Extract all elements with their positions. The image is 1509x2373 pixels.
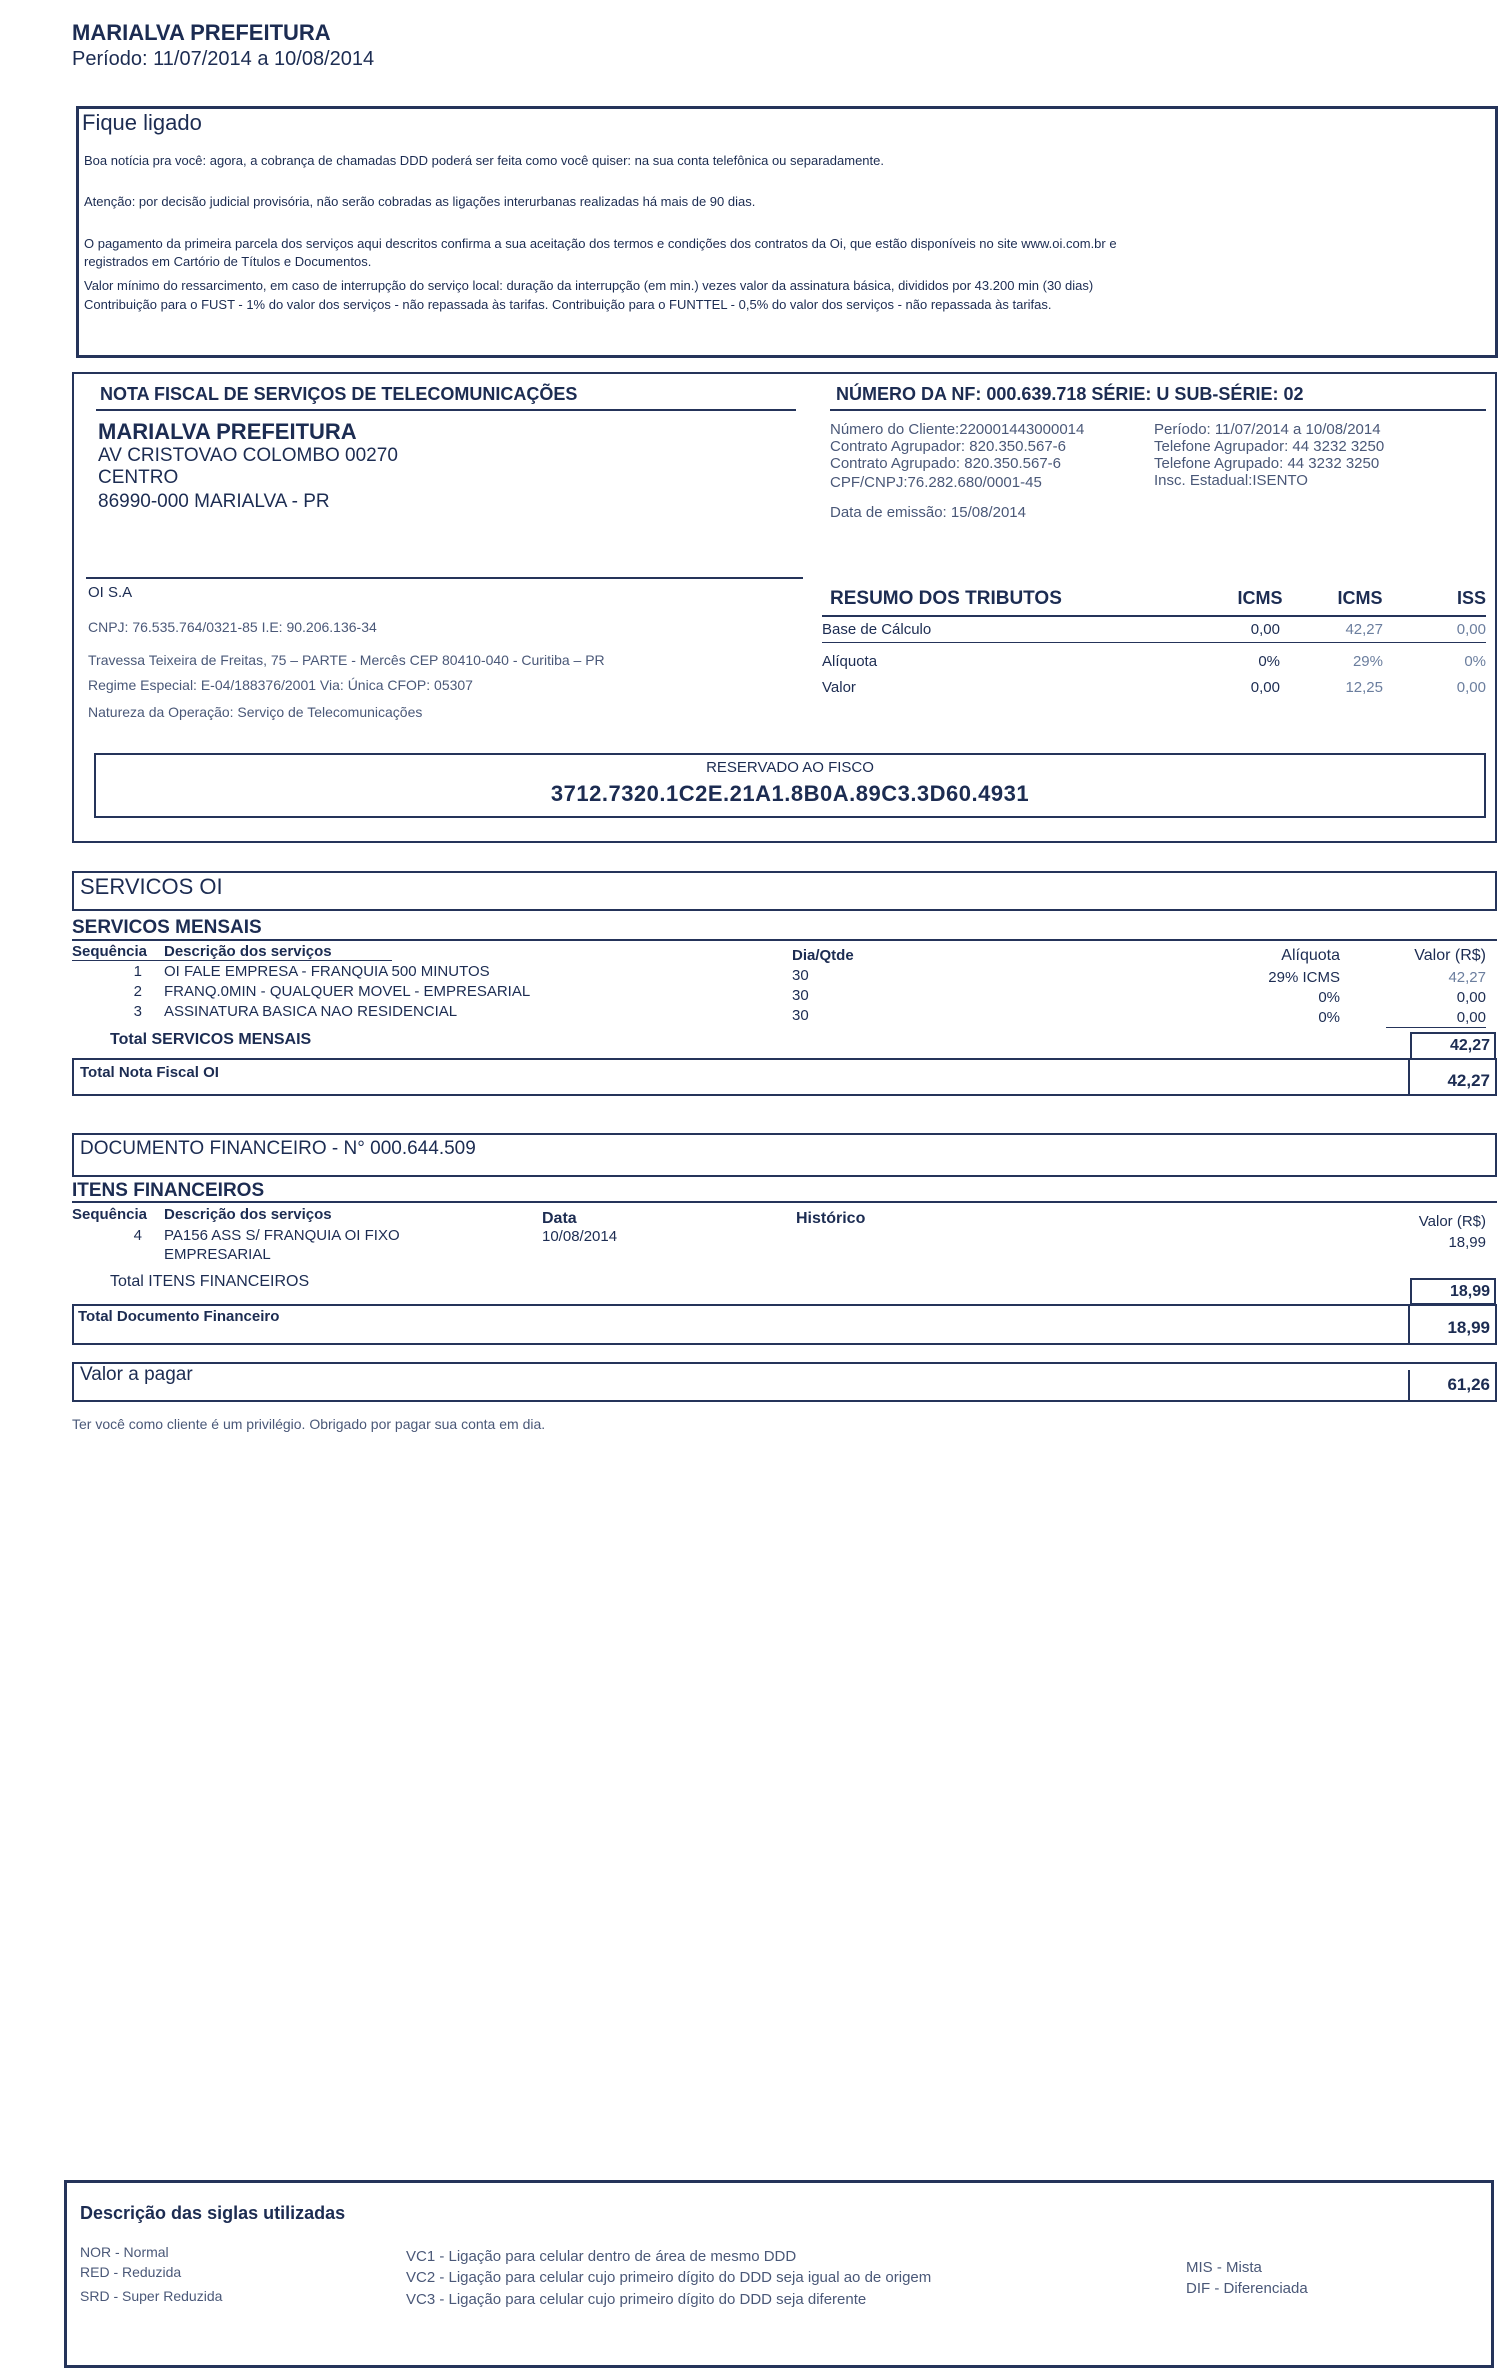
thanks-message: Ter você como cliente é um privilégio. Obrigado por pagar sua conta em dia.: [72, 1416, 546, 1432]
acronyms-title: Descrição das siglas utilizadas: [80, 2203, 346, 2223]
nf-total-box: [72, 1058, 1497, 1096]
nf-total-value: 42,27: [1447, 1071, 1490, 1090]
tax-value: 0%: [1258, 653, 1280, 670]
doc-total-value: 18,99: [1447, 1318, 1490, 1337]
notice-line: Boa notícia pra você: agora, a cobrança de chamadas DDD poderá ser feita como você quiser: na sua conta telefônica ou separadamente.: [84, 153, 884, 168]
row-desc: FRANQ.0MIN - QUALQUER MOVEL - EMPRESARIAL: [164, 983, 531, 1000]
col-date: Data: [542, 1210, 577, 1227]
amount-due-label: Valor a pagar: [80, 1364, 193, 1385]
col-day-qty: Dia/Qtde: [792, 947, 854, 964]
divider: [72, 960, 392, 961]
tax-value: 0,00: [1456, 621, 1486, 638]
tax-col-iss: ISS: [1456, 588, 1486, 608]
divider: [822, 642, 1486, 643]
fisco-code: 3712.7320.1C2E.21A1.8B0A.89C3.3D60.4931: [550, 781, 1030, 806]
services-total-label: Total SERVICOS MENSAIS: [110, 1031, 312, 1048]
acronym-item: VC2 - Ligação para celular cujo primeiro dígito do DDD seja igual ao de origem: [406, 2269, 932, 2286]
acronym-item: RED - Reduzida: [80, 2264, 182, 2280]
row-valor: 0,00: [1456, 1009, 1486, 1026]
acronym-item: MIS - Mista: [1186, 2259, 1262, 2276]
tax-row-label: Alíquota: [822, 653, 878, 670]
doc-total-box: [72, 1304, 1497, 1345]
acronym-item: SRD - Super Reduzida: [80, 2288, 223, 2304]
amount-due-value: 61,26: [1447, 1375, 1490, 1394]
finance-subtitle: ITENS FINANCEIROS: [72, 1180, 265, 1201]
finance-total-label: Total ITENS FINANCEIROS: [110, 1273, 310, 1290]
contract-grouped: Contrato Agrupado: 820.350.567-6: [830, 455, 1062, 472]
fisco-label: RESERVADO AO FISCO: [706, 759, 874, 776]
invoice-number: NÚMERO DA NF: 000.639.718 SÉRIE: U SUB-SÉRIE: 02: [836, 384, 1304, 404]
tax-col-icms: ICMS: [1237, 588, 1283, 608]
col-aliquota: Alíquota: [1281, 947, 1340, 964]
row-valor: 18,99: [1448, 1234, 1486, 1251]
doc-total-label: Total Documento Financeiro: [78, 1308, 280, 1325]
row-desc: OI FALE EMPRESA - FRANQUIA 500 MINUTOS: [164, 963, 490, 980]
row-aliq: 0%: [1318, 1009, 1340, 1026]
amount-due-box: [72, 1362, 1497, 1402]
customer-title: MARIALVA PREFEITURA: [72, 20, 331, 45]
emission-date: Data de emissão: 15/08/2014: [830, 504, 1026, 521]
notice-line: registrados em Cartório de Títulos e Documentos.: [84, 254, 372, 269]
phone-grouper: Telefone Agrupador: 44 3232 3250: [1154, 438, 1385, 455]
row-desc: ASSINATURA BASICA NAO RESIDENCIAL: [164, 1003, 458, 1020]
acronym-item: VC3 - Ligação para celular cujo primeiro dígito do DDD seja diferente: [406, 2291, 867, 2308]
tax-value: 0,00: [1250, 679, 1280, 696]
row-seq: 2: [133, 983, 142, 1000]
acronym-item: VC1 - Ligação para celular dentro de área de mesmo DDD: [406, 2248, 797, 2265]
notice-title: Fique ligado: [82, 110, 202, 135]
tax-value: 42,27: [1345, 621, 1383, 638]
issuer-cnpj: CNPJ: 76.535.764/0321-85 I.E: 90.206.136-34: [88, 619, 377, 635]
row-desc: EMPRESARIAL: [164, 1246, 271, 1263]
services-section-box: [72, 871, 1497, 911]
notice-line: Atenção: por decisão judicial provisória, não serão cobradas as ligações interurbanas realizadas há mais de 90 dias.: [84, 194, 756, 209]
billing-period: Período: 11/07/2014 a 10/08/2014: [72, 48, 375, 70]
col-description: Descrição dos serviços: [164, 1206, 332, 1223]
notice-line: Contribuição para o FUST - 1% do valor dos serviços - não repassada às tarifas. Contribuição para o FUNTTEL - 0,5% do valor dos serviços - não repassada às tarifas.: [84, 297, 1052, 312]
row-aliq: 0%: [1318, 989, 1340, 1006]
issuer-nature: Natureza da Operação: Serviço de Telecomunicações: [88, 704, 423, 720]
row-seq: 4: [133, 1227, 142, 1244]
col-valor: Valor (R$): [1414, 947, 1486, 964]
tax-value: 0%: [1464, 653, 1486, 670]
col-sequence: Sequência: [72, 1206, 148, 1223]
customer-district: CENTRO: [98, 467, 179, 488]
divider: [72, 1201, 1497, 1203]
contract-grouper: Contrato Agrupador: 820.350.567-6: [830, 438, 1067, 455]
row-date: 10/08/2014: [542, 1228, 618, 1245]
divider: [72, 939, 1497, 941]
row-seq: 1: [133, 963, 142, 980]
divider: [830, 409, 1486, 411]
notice-line: Valor mínimo do ressarcimento, em caso de interrupção do serviço local: duração da interrupção (em min.) vezes valor da assinatura básica, divididos por 43.200 min (30 dias): [84, 278, 1094, 293]
notice-line: O pagamento da primeira parcela dos serviços aqui descritos confirma a sua aceitação dos termos e condições dos contratos da Oi, que estão disponíveis no site www.oi.com.br e: [84, 236, 1117, 251]
services-section-title: SERVICOS OI: [80, 874, 223, 899]
customer-city: 86990-000 MARIALVA - PR: [98, 491, 330, 512]
row-valor: 0,00: [1456, 989, 1486, 1006]
col-sequence: Sequência: [72, 943, 148, 960]
issuer-address: Travessa Teixeira de Freitas, 75 – PARTE - Mercês CEP 80410-040 - Curitiba – PR: [88, 652, 605, 668]
col-valor: Valor (R$): [1418, 1213, 1486, 1230]
customer-name: MARIALVA PREFEITURA: [98, 419, 357, 444]
row-qty: 30: [792, 987, 809, 1004]
tax-row-label: Valor: [822, 679, 856, 696]
divider: [1386, 1027, 1486, 1028]
finance-total-value: 18,99: [1449, 1283, 1490, 1300]
divider: [86, 577, 803, 579]
state-registration: Insc. Estadual:ISENTO: [1154, 472, 1308, 489]
tax-summary-title: RESUMO DOS TRIBUTOS: [830, 588, 1062, 609]
row-qty: 30: [792, 1007, 809, 1024]
customer-address: AV CRISTOVAO COLOMBO 00270: [98, 445, 398, 466]
tax-value: 0,00: [1456, 679, 1486, 696]
tax-value: 0,00: [1250, 621, 1280, 638]
row-valor: 42,27: [1448, 969, 1486, 986]
row-aliq: 29% ICMS: [1268, 969, 1340, 986]
nf-total-label: Total Nota Fiscal OI: [80, 1064, 219, 1081]
acronym-item: NOR - Normal: [80, 2244, 169, 2260]
tax-value: 29%: [1352, 653, 1383, 670]
cpf-cnpj: CPF/CNPJ:76.282.680/0001-45: [830, 474, 1042, 491]
col-description: Descrição dos serviços: [164, 943, 332, 960]
tax-col-icms: ICMS: [1337, 588, 1383, 608]
col-history: Histórico: [796, 1210, 866, 1227]
row-desc: PA156 ASS S/ FRANQUIA OI FIXO: [164, 1227, 400, 1244]
notice-box: [76, 106, 1498, 358]
row-seq: 3: [133, 1003, 142, 1020]
invoice-heading: NOTA FISCAL DE SERVIÇOS DE TELECOMUNICAÇÕES: [100, 384, 578, 404]
row-qty: 30: [792, 967, 809, 984]
tax-row-label: Base de Cálculo: [822, 621, 932, 638]
divider: [96, 409, 796, 411]
divider: [822, 615, 1486, 617]
finance-section-title: DOCUMENTO FINANCEIRO - N° 000.644.509: [80, 1138, 476, 1159]
issuer-regime: Regime Especial: E-04/188376/2001 Via: Única CFOP: 05307: [88, 677, 473, 693]
period-info: Período: 11/07/2014 a 10/08/2014: [1154, 421, 1381, 438]
phone-grouped: Telefone Agrupado: 44 3232 3250: [1154, 455, 1380, 472]
services-total-value: 42,27: [1449, 1037, 1490, 1054]
acronym-item: DIF - Diferenciada: [1186, 2280, 1308, 2297]
tax-value: 12,25: [1345, 679, 1383, 696]
services-subtitle: SERVICOS MENSAIS: [72, 917, 262, 938]
client-number: Número do Cliente:220001443000014: [830, 421, 1085, 438]
issuer-name: OI S.A: [88, 584, 133, 601]
